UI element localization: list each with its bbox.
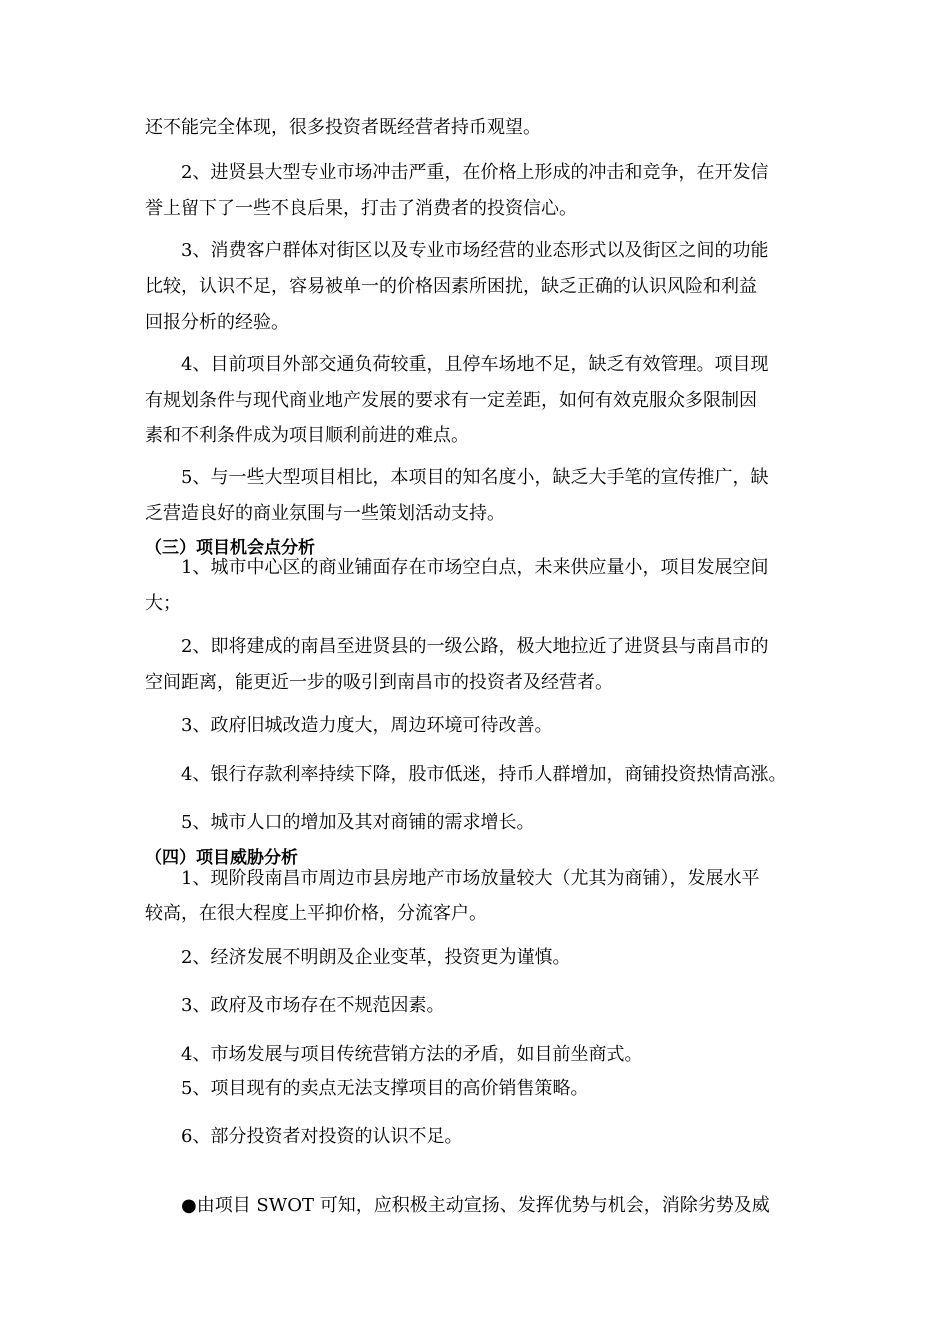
text-line: 4、目前项目外部交通负荷较重，且停车场地不足，缺乏有效管理。项目现	[181, 354, 769, 375]
text-line: ●由项目 SWOT 可知，应积极主动宣扬、发挥优势与机会，消除劣势及威	[181, 1195, 770, 1216]
text-line: 誉上留下了一些不良后果，打击了消费者的投资信心。	[145, 198, 577, 219]
text-line: 素和不利条件成为项目顺利前进的难点。	[145, 425, 469, 446]
text-line: 4、银行存款利率持续下降，股市低迷，持币人群增加，商铺投资热情高涨。	[181, 764, 787, 785]
text-line: 1、现阶段南昌市周边市县房地产市场放量较大（尤其为商铺），发展水平	[181, 868, 760, 889]
text-line: 有规划条件与现代商业地产发展的要求有一定差距，如何有效克服众多限制因	[145, 390, 757, 411]
section-heading-threats: （四）项目威胁分析	[145, 848, 298, 868]
text-line: 比较，认识不足，容易被单一的价格因素所困扰，缺乏正确的认识风险和利益	[145, 276, 757, 297]
text-line: 5、城市人口的增加及其对商铺的需求增长。	[181, 812, 535, 833]
text-line: 5、项目现有的卖点无法支撑项目的高价销售策略。	[181, 1078, 589, 1099]
text-line: 3、政府及市场存在不规范因素。	[181, 995, 445, 1016]
text-line: 5、与一些大型项目相比，本项目的知名度小，缺乏大手笔的宣传推广，缺	[181, 467, 769, 488]
text-line: 3、政府旧城改造力度大，周边环境可待改善。	[181, 715, 553, 736]
section-heading-opportunities: （三）项目机会点分析	[145, 538, 315, 558]
text-line: 6、部分投资者对投资的认识不足。	[181, 1126, 463, 1147]
text-line: 1、城市中心区的商业铺面存在市场空白点，未来供应量小，项目发展空间	[181, 557, 769, 578]
text-line: 回报分析的经验。	[145, 312, 289, 333]
text-line: 较高，在很大程度上平抑价格，分流客户。	[145, 903, 487, 924]
text-line: 乏营造良好的商业氛围与一些策划活动支持。	[145, 503, 505, 524]
text-line: 3、消费客户群体对街区以及专业市场经营的业态形式以及街区之间的功能	[181, 240, 769, 261]
text-line: 2、即将建成的南昌至进贤县的一级公路，极大地拉近了进贤县与南昌市的	[181, 636, 769, 657]
text-line: 4、市场发展与项目传统营销方法的矛盾，如目前坐商式。	[181, 1044, 643, 1065]
text-line: 2、进贤县大型专业市场冲击严重，在价格上形成的冲击和竞争，在开发信	[181, 162, 769, 183]
text-line: 还不能完全体现，很多投资者既经营者持币观望。	[145, 117, 541, 138]
text-line: 大；	[145, 593, 181, 614]
text-line: 空间距离，能更近一步的吸引到南昌市的投资者及经营者。	[145, 672, 613, 693]
text-line: 2、经济发展不明朗及企业变革，投资更为谨慎。	[181, 947, 571, 968]
